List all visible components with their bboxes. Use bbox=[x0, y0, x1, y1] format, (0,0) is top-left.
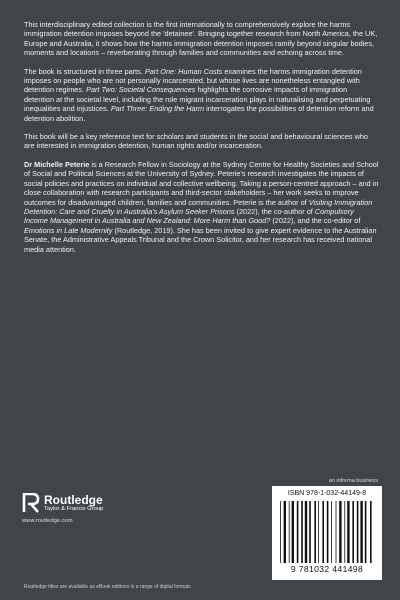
part-two-title: Part Two: Societal Consequences bbox=[86, 85, 196, 95]
publisher-logo-block bbox=[22, 493, 103, 524]
isbn-label: ISBN 978-1-032-44149-8 bbox=[287, 490, 367, 497]
blurb-paragraph-3 bbox=[24, 132, 379, 151]
barcode-bar bbox=[327, 501, 329, 563]
barcode-panel bbox=[272, 486, 382, 580]
barcode-bar bbox=[339, 501, 341, 563]
barcode-bar bbox=[344, 501, 345, 563]
blurb-p2-intro: The book is structured in three parts. bbox=[24, 66, 143, 76]
barcode-bar bbox=[365, 501, 367, 563]
footer-note: Routledge titles are available as eBook editions in a range of digital formats bbox=[24, 584, 191, 590]
publisher-group: Taylor & Francis Group bbox=[44, 505, 104, 512]
barcode-bar bbox=[322, 501, 324, 563]
blurb-paragraph-2 bbox=[24, 67, 379, 123]
bio-text-a: is a Research Fellow in Sociology at the Sydney Centre for Healthy Societies and School of Social and Political Sciences at the University of Sydney. Peterie's research investigates the impacts of social policies and practices on individual and collective wellbeing. Taking a person-centred approach – and in close collaboration with research participants and third-sector stakeholders – her work seeks to improve outcomes for disadvantaged children, families and communities. Peterie is the author of bbox=[24, 159, 379, 207]
barcode-bar bbox=[280, 501, 281, 563]
blurb-p2-part-three-desc: interrogates the possibilities of detention reform and detention abolition. bbox=[24, 104, 374, 123]
blurb-p3-text: This book will be a key reference text for scholars and students in the social and behavioural sciences who are interested in immigration detention, human rights and/or incarceration. bbox=[24, 132, 368, 151]
publisher-website: www.routledge.com bbox=[22, 518, 73, 524]
blurb-paragraph-1 bbox=[24, 20, 379, 58]
book-title-2: Compulsory Income Management in Australia and New Zealand: More Harm than Good? bbox=[24, 206, 354, 226]
barcode-number: 9 781032 441498 bbox=[290, 564, 364, 574]
part-three-title: Part Three: Ending the Harm bbox=[110, 104, 205, 114]
bio-text-c: (2022), and the co-editor of bbox=[272, 216, 361, 226]
part-one-title: Part One: Human Costs bbox=[144, 66, 223, 76]
barcode-graphic bbox=[280, 501, 374, 563]
bio-text-d: (Routledge, 2019). She has been invited to give expert evidence to the Australian Senate, the Administrative Appeals Tribunal and the Crown Solicitor, and her research has received national media attention. bbox=[24, 225, 377, 254]
barcode-bar bbox=[357, 501, 359, 563]
barcode-bar bbox=[292, 501, 294, 563]
barcode-bar bbox=[370, 501, 372, 563]
barcode-bar bbox=[331, 501, 332, 563]
barcode-bar bbox=[314, 501, 316, 563]
book-title-1: Visiting Immigration Detention: Care and Cruelty in Australia's Asylum Seeker Prisons bbox=[24, 197, 373, 216]
barcode-bar bbox=[352, 501, 354, 563]
blurb-p2-part-one-desc: examines the harms immigration detention imposes on people who are not personally incarcerated, but whose lives are nonetheless entangled with detention regimes. bbox=[24, 66, 362, 95]
barcode-bar bbox=[347, 501, 349, 563]
blurb-p1-text: This interdisciplinary edited collection is the first internationally to comprehensively explore the harms immigration detention imposes beyond the 'detainee'. Bringing together research from North America, the UK, Europe and Australia, it shows how the harms immigration detention imposes ramify beyond singular bodies, moments and locations – reverberating through families and communities and echoing across time. bbox=[24, 20, 378, 58]
barcode-bar bbox=[284, 501, 286, 563]
routledge-logo-icon bbox=[22, 493, 40, 513]
barcode-bar bbox=[297, 501, 299, 563]
author-name: Dr Michelle Peterie bbox=[24, 159, 90, 169]
barcode-bar bbox=[301, 501, 303, 563]
barcode-bar bbox=[305, 501, 307, 563]
publisher-name: Routledge bbox=[44, 492, 103, 507]
blurb-p2-part-two-desc: highlights the corrosive impacts of immigration detention at the societal level, including the role migrant incarceration plays in naturalising and perpetuating inequalities and injustices. bbox=[24, 85, 371, 114]
barcode-bar bbox=[289, 501, 290, 563]
barcode-bar bbox=[309, 501, 311, 563]
back-cover-text bbox=[24, 20, 379, 263]
author-bio bbox=[24, 160, 379, 254]
barcode-bar bbox=[360, 501, 362, 563]
bio-text-b: (2022), the co-author of bbox=[236, 206, 313, 216]
book-title-3: Emotions in Late Modernity bbox=[24, 225, 113, 235]
informa-tagline: an informa business bbox=[328, 478, 378, 484]
barcode-bar bbox=[336, 501, 337, 563]
barcode-bar bbox=[318, 501, 319, 563]
